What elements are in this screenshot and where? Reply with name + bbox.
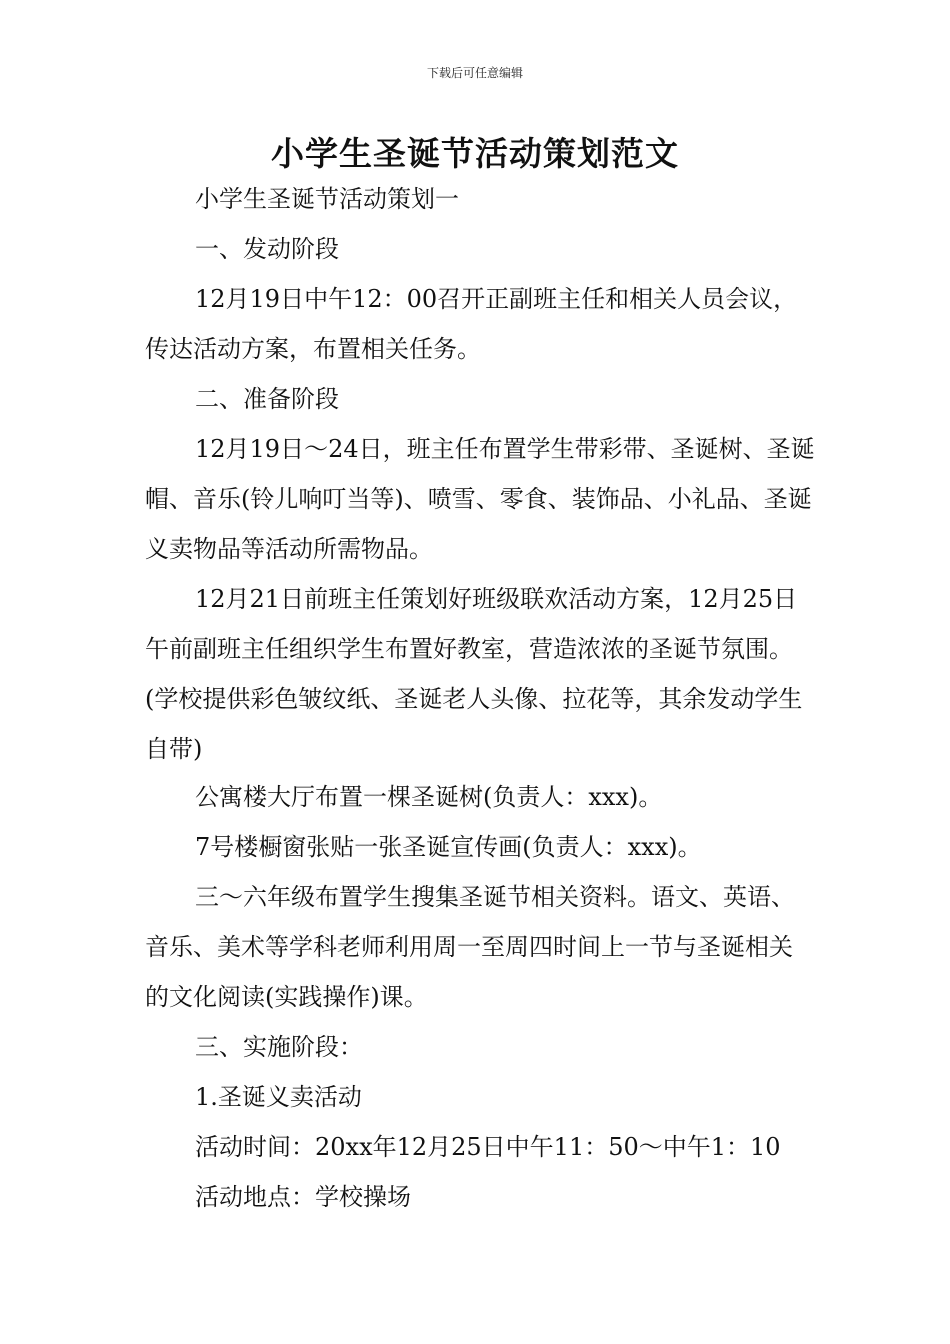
paragraph-supplies: 12月19日～24日，班主任布置学生带彩带、圣诞树、圣诞帽、音乐(铃儿响叮当等)、喷雪、零食、装饰品、小礼品、圣诞义卖物品等活动所需物品。	[145, 435, 815, 563]
page-header-note: 下载后可任意编辑	[426, 66, 523, 80]
paragraph-meeting: 12月19日中午12：00召开正副班主任和相关人员会议，传达活动方案，布置相关任务。	[145, 285, 798, 363]
paragraph-classroom: 12月21日前班主任策划好班级联欢活动方案，12月25日午前副班主任组织学生布置好教室，营造浓浓的圣诞节氛围。(学校提供彩色皱纹纸、圣诞老人头像、拉花等，其余发动学生自带)	[145, 585, 803, 763]
paragraph-lessons: 三～六年级布置学生搜集圣诞节相关资料。语文、英语、音乐、美术等学科老师利用周一至周四时间上一节与圣诞相关的文化阅读(实践操作)课。	[145, 883, 795, 1011]
section-heading-prepare: 二、准备阶段	[195, 385, 339, 413]
section-heading-mobilize: 一、发动阶段	[195, 235, 339, 263]
document-title: 小学生圣诞节活动策划范文	[271, 134, 679, 173]
event-location: 活动地点：学校操场	[195, 1183, 411, 1211]
subtitle: 小学生圣诞节活动策划一	[195, 185, 459, 213]
event-time: 活动时间：20xx年12月25日中午11：50～中午1：10	[195, 1133, 781, 1161]
list-item-charity-sale: 1.圣诞义卖活动	[195, 1083, 362, 1111]
paragraph-poster: 7号楼橱窗张贴一张圣诞宣传画(负责人：xxx)。	[195, 833, 702, 861]
section-heading-implement: 三、实施阶段：	[195, 1033, 363, 1061]
paragraph-lobby-tree: 公寓楼大厅布置一棵圣诞树(负责人：xxx)。	[195, 783, 663, 811]
